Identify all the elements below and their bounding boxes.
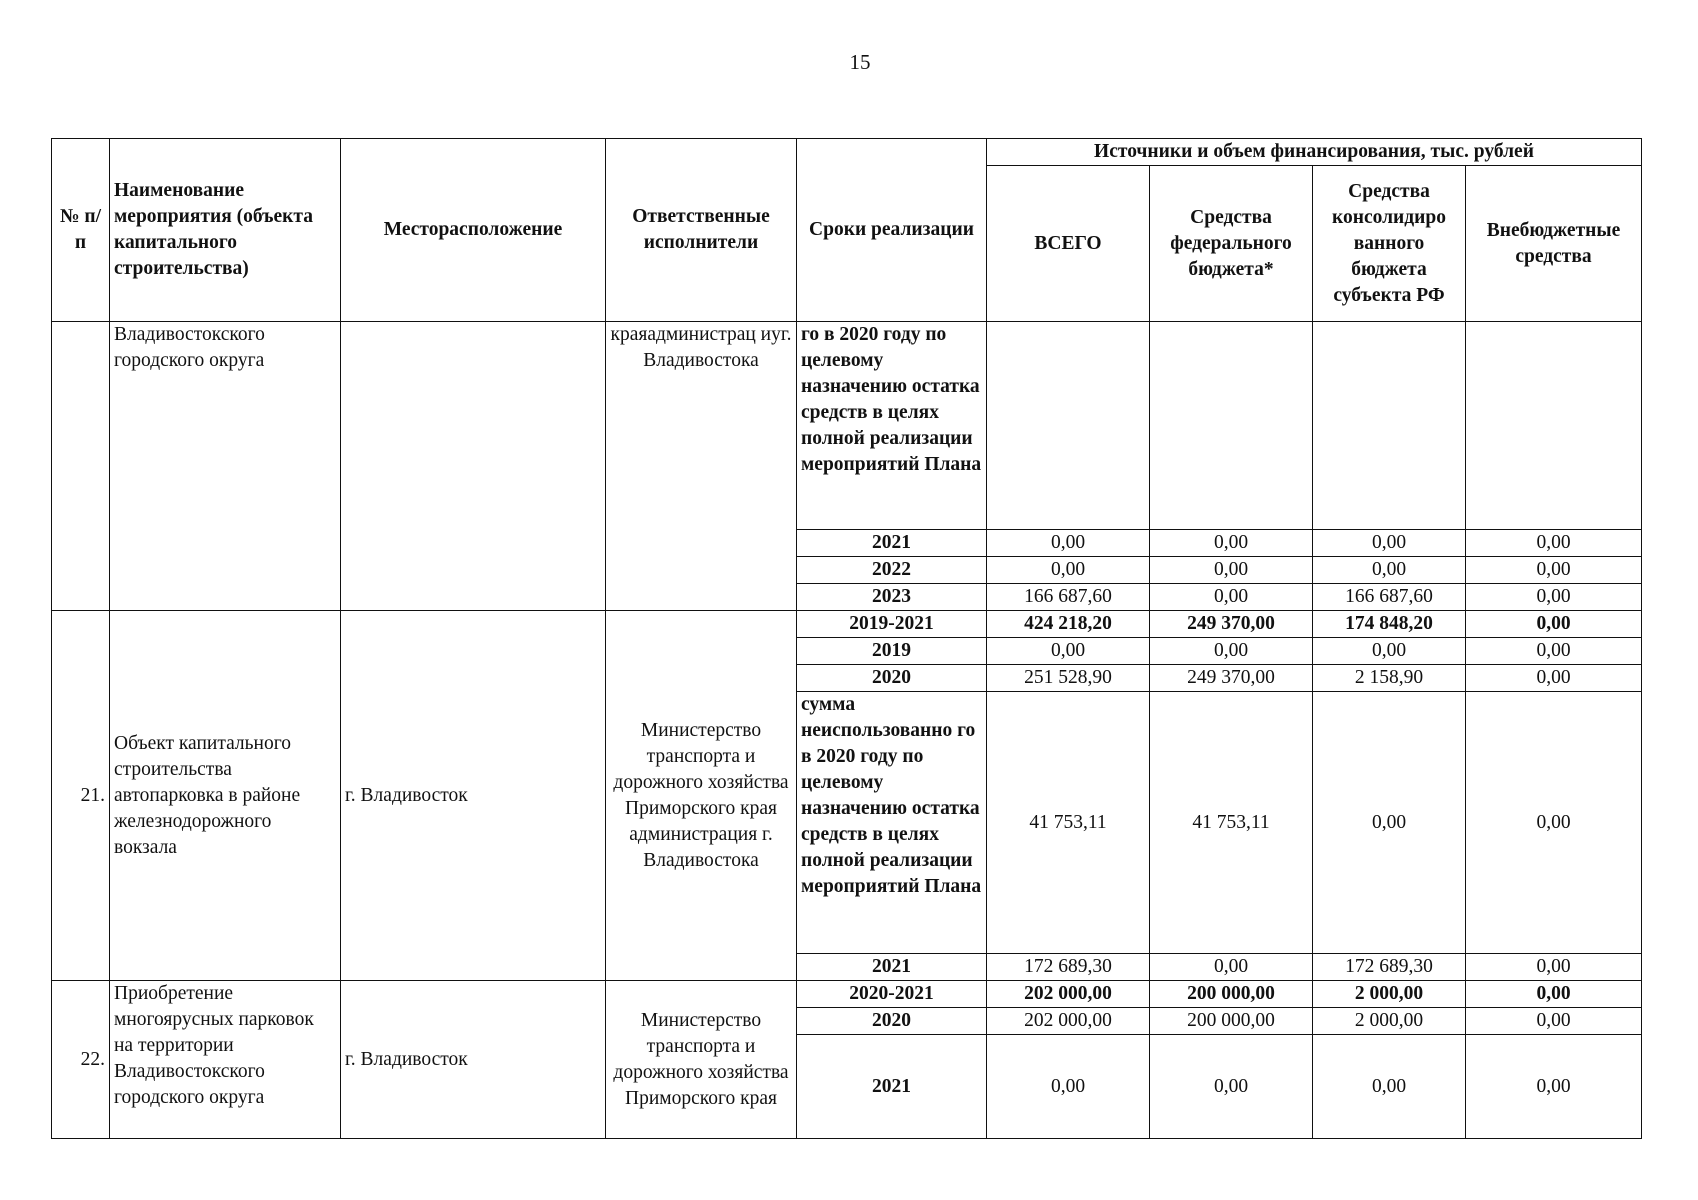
extra-cell: 0,00 [1466,557,1642,584]
regional-cell: 2 000,00 [1313,981,1466,1008]
table-row [52,611,1642,638]
header-sources: Источники и объем финансирования, тыс. рублей [987,139,1642,166]
extra-cell: 0,00 [1466,611,1642,638]
row-num: 21. [52,611,110,981]
row-executors: Министерство транспорта и дорожного хозяйства Приморского края [606,981,797,1139]
extra-cell: 0,00 [1466,530,1642,557]
row-num: 22. [52,981,110,1139]
header-total: ВСЕГО [987,166,1150,322]
total-cell: 172 689,30 [987,954,1150,981]
federal-cell: 0,00 [1150,954,1313,981]
row-name: Приобретение многоярусных парковок на территории Владивостокского городского округа [110,981,341,1139]
period-cell: 2021 [797,1035,987,1139]
row-executors: Министерство транспорта и дорожного хозяйства Приморского края администрация г. Владивостока [606,611,797,981]
federal-cell: 249 370,00 [1150,665,1313,692]
total-cell: 0,00 [987,1035,1150,1139]
page-number: 15 [849,50,871,74]
total-cell: 251 528,90 [987,665,1150,692]
extra-cell: 0,00 [1466,584,1642,611]
table-row [52,322,1642,530]
row-location: г. Владивосток [341,981,606,1139]
extra-cell: 0,00 [1466,692,1642,954]
total-cell [987,322,1150,530]
regional-cell: 0,00 [1313,638,1466,665]
header-federal: Средства федерального бюджета* [1150,166,1313,322]
extra-cell: 0,00 [1466,1008,1642,1035]
period-cell: 2019 [797,638,987,665]
row-location [341,322,606,611]
total-cell: 166 687,60 [987,584,1150,611]
table-row [52,981,1642,1008]
financing-table [51,138,1642,1139]
total-cell: 0,00 [987,638,1150,665]
regional-cell: 0,00 [1313,530,1466,557]
total-cell: 0,00 [987,557,1150,584]
federal-cell: 200 000,00 [1150,981,1313,1008]
regional-cell: 2 000,00 [1313,1008,1466,1035]
extra-cell: 0,00 [1466,954,1642,981]
total-cell: 202 000,00 [987,1008,1150,1035]
federal-cell: 0,00 [1150,584,1313,611]
period-cell: 2019-2021 [797,611,987,638]
row-location: г. Владивосток [341,611,606,981]
header-extra: Внебюджетные средства [1466,166,1642,322]
extra-cell: 0,00 [1466,1035,1642,1139]
period-cell: 2023 [797,584,987,611]
header-name: Наименование мероприятия (объекта капитального строительства) [110,139,341,322]
regional-cell: 0,00 [1313,692,1466,954]
period-cell: сумма неиспользованно го в 2020 году по целевому назначению остатка средств в целях полной реализации мероприятий Плана [797,692,987,954]
header-period: Сроки реализации [797,139,987,322]
extra-cell: 0,00 [1466,665,1642,692]
period-cell: 2021 [797,530,987,557]
extra-cell: 0,00 [1466,638,1642,665]
federal-cell: 249 370,00 [1150,611,1313,638]
regional-cell: 0,00 [1313,1035,1466,1139]
federal-cell: 0,00 [1150,1035,1313,1139]
regional-cell: 2 158,90 [1313,665,1466,692]
period-cell: 2020 [797,1008,987,1035]
regional-cell: 166 687,60 [1313,584,1466,611]
period-cell: го в 2020 году по целевому назначению остатка средств в целях полной реализации мероприятий Плана [797,322,987,530]
period-cell: 2021 [797,954,987,981]
regional-cell: 172 689,30 [1313,954,1466,981]
regional-cell: 174 848,20 [1313,611,1466,638]
regional-cell: 0,00 [1313,557,1466,584]
row-num [52,322,110,611]
extra-cell [1466,322,1642,530]
regional-cell [1313,322,1466,530]
period-cell: 2022 [797,557,987,584]
period-cell: 2020-2021 [797,981,987,1008]
federal-cell [1150,322,1313,530]
header-num: № п/п [52,139,110,322]
federal-cell: 0,00 [1150,557,1313,584]
header-regional: Средства консолидиро ванного бюджета субъекта РФ [1313,166,1466,322]
federal-cell: 41 753,11 [1150,692,1313,954]
period-cell: 2020 [797,665,987,692]
total-cell: 0,00 [987,530,1150,557]
federal-cell: 200 000,00 [1150,1008,1313,1035]
total-cell: 202 000,00 [987,981,1150,1008]
extra-cell: 0,00 [1466,981,1642,1008]
total-cell: 424 218,20 [987,611,1150,638]
federal-cell: 0,00 [1150,530,1313,557]
header-executors: Ответственные исполнители [606,139,797,322]
total-cell: 41 753,11 [987,692,1150,954]
row-name: Объект капитального строительства автопарковка в районе железнодорожного вокзала [110,611,341,981]
row-name: Владивостокского городского округа [110,322,341,611]
row-executors: краяадминистрац иyг. Владивостока [606,322,797,611]
header-location: Месторасположение [341,139,606,322]
federal-cell: 0,00 [1150,638,1313,665]
